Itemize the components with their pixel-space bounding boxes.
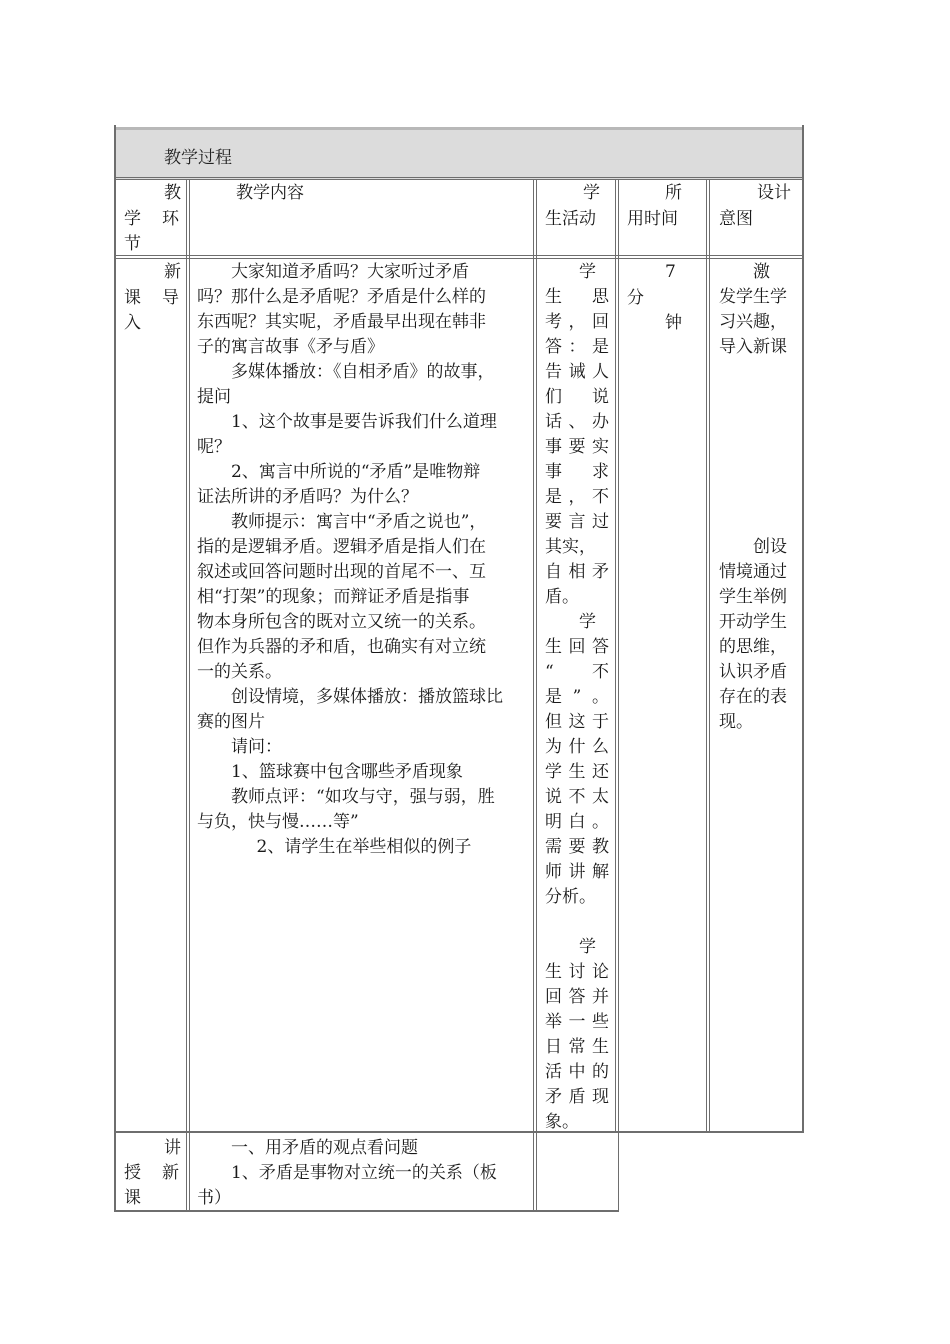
col3-line-a [615, 179, 616, 1131]
text-line: 现。 [719, 712, 753, 732]
header-time-1: 所 [665, 183, 682, 203]
header-bottom-line [114, 177, 804, 178]
col1-line-d [189, 1133, 190, 1210]
text-line: 回答并 [545, 987, 609, 1007]
header-stage-b2: 环 [162, 209, 179, 229]
text-line: 子的寓言故事《矛与盾》 [197, 337, 384, 357]
header-content: 教学内容 [236, 183, 304, 203]
text-line: 书） [197, 1188, 231, 1208]
text-line: 情境通过 [719, 562, 787, 582]
text-line: 发学生学 [719, 287, 787, 307]
col2-line-d [536, 1133, 537, 1210]
text-line: 考，回 [545, 312, 609, 332]
text-line: 矛盾现 [545, 1087, 609, 1107]
table-border-left [114, 125, 116, 1212]
text-line: 举一些 [545, 1012, 609, 1032]
text-line: 学 [579, 612, 596, 632]
text-line: 学 [579, 937, 596, 957]
text-line: 要言过 [545, 512, 609, 532]
text-line: 指的是逻辑矛盾。逻辑矛盾是指人们在 [197, 537, 486, 557]
text-line: 存在的表 [719, 687, 787, 707]
text-line: “ 不 [545, 662, 609, 682]
text-line: 导入新课 [719, 337, 787, 357]
text-line: 但作为兵器的矛和盾，也确实有对立统 [197, 637, 486, 657]
text-line: 相“打架”的现象；而辩证矛盾是指事 [197, 587, 470, 607]
text-line: 1、矛盾是事物对立统一的关系（板 [231, 1163, 497, 1183]
text-line: 其实， [545, 537, 596, 557]
text-line: 认识矛盾 [719, 662, 787, 682]
col2-line-b [536, 179, 537, 1131]
row1-stage-bottom: 入 [124, 313, 141, 333]
row1-top [116, 258, 802, 259]
row1-time-unit-1: 分 [627, 288, 644, 308]
text-line: 1、篮球赛中包含哪些矛盾现象 [231, 762, 463, 782]
text-line: 生 思 [545, 287, 609, 307]
text-line: 生回答 [545, 637, 609, 657]
row1-stage-right: 导 [162, 288, 179, 308]
row2-stage-right: 新 [162, 1163, 179, 1183]
text-line: 叙述或回答问题时出现的首尾不一、互 [197, 562, 486, 582]
text-line: 但这于 [545, 712, 609, 732]
header-intent-2: 意图 [719, 209, 753, 229]
text-line: 自相矛 [545, 562, 609, 582]
text-line: 教师点评：“如攻与守，强与弱，胜 [231, 787, 495, 807]
text-line: 1、这个故事是要告诉我们什么道理 [231, 412, 497, 432]
text-line [545, 910, 609, 935]
row2-stage-top: 讲 [164, 1138, 181, 1158]
row1-teaching-content [197, 260, 527, 860]
row1-design-intent-a [719, 260, 795, 360]
header-student-2: 生活动 [545, 209, 596, 229]
text-line: 是”。 [545, 687, 609, 707]
text-line: 请问： [231, 737, 282, 757]
text-line: 教师提示：寓言中“矛盾之说也”， [231, 512, 487, 532]
text-line: 是，不 [545, 487, 609, 507]
row1-time-unit-2: 钟 [665, 313, 682, 333]
text-line: 分析。 [545, 887, 596, 907]
col1-line-c [186, 1133, 187, 1210]
text-line: 创设情境，多媒体播放：播放篮球比 [231, 687, 503, 707]
header-intent-1: 设计 [757, 183, 791, 203]
text-line: 明白。 [545, 812, 609, 832]
text-line: 吗？那什么是矛盾呢？矛盾是什么样的 [197, 287, 486, 307]
text-line: 日常生 [545, 1037, 609, 1057]
text-line: 学 [579, 262, 596, 282]
col1-line-a [186, 179, 187, 1131]
text-line: 说不太 [545, 787, 609, 807]
row1-stage-left: 课 [124, 288, 141, 308]
col2-line-a [533, 179, 534, 1131]
row1-bottom [116, 1131, 804, 1133]
text-line: 呢？ [197, 437, 231, 457]
text-line: 创设 [753, 537, 787, 557]
text-line: 与负，快与慢……等” [197, 812, 359, 832]
header-stage-c: 节 [124, 234, 141, 254]
header-stage-a: 教 [164, 183, 181, 203]
text-line: 开动学生 [719, 612, 787, 632]
col1-line-b [189, 179, 190, 1131]
text-line: 象。 [545, 1112, 579, 1132]
text-line: 证法所讲的矛盾吗？为什么？ [197, 487, 418, 507]
row2-stage-bottom: 课 [124, 1188, 141, 1208]
row2-stage-left: 授 [124, 1163, 141, 1183]
text-line: 2、寓言中所说的“矛盾”是唯物辩 [231, 462, 481, 482]
text-line: 一的关系。 [197, 662, 282, 682]
text-line: 生讨论 [545, 962, 609, 982]
text-line: 大家知道矛盾吗？大家听过矛盾 [231, 262, 469, 282]
text-line: 激 [753, 262, 770, 282]
text-line: 需要教 [545, 837, 609, 857]
text-line: 为什么 [545, 737, 609, 757]
table-border-right [802, 125, 804, 1133]
text-line: 习兴趣， [719, 312, 787, 332]
text-line: 赛的图片 [197, 712, 265, 732]
text-line: 事 求 [545, 462, 609, 482]
text-line: 的思维， [719, 637, 787, 657]
header-stage-b1: 学 [124, 209, 141, 229]
text-line: 答：是 [545, 337, 609, 357]
header-time-2: 用时间 [627, 209, 678, 229]
text-line: 学生举例 [719, 587, 787, 607]
section-header-band [116, 127, 803, 180]
header-student-1: 学 [583, 183, 600, 203]
col4-line-b [709, 179, 710, 1131]
text-line: 们 说 [545, 387, 609, 407]
col4-line-a [706, 179, 707, 1131]
text-line: 一、用矛盾的观点看问题 [231, 1138, 418, 1158]
row2-teaching-content [197, 1136, 527, 1211]
text-line: 物本身所包含的既对立又统一的关系。 [197, 612, 486, 632]
text-line: 告诫人 [545, 362, 609, 382]
text-line: 2、请学生在举些相似的例子 [256, 837, 472, 857]
text-line: 多媒体播放：《自相矛盾》的故事， [231, 362, 495, 382]
row1-stage-top: 新 [164, 262, 181, 282]
row1-design-intent-b [719, 535, 795, 735]
col2-line-c [533, 1133, 534, 1210]
text-line: 学生还 [545, 762, 609, 782]
row1-student-activity [545, 260, 609, 1135]
text-line: 活中的 [545, 1062, 609, 1082]
col3-line-b [618, 179, 619, 1212]
text-line: 事要实 [545, 437, 609, 457]
text-line: 东西呢？其实呢，矛盾最早出现在韩非 [197, 312, 486, 332]
header-row-bottom [116, 255, 802, 256]
text-line: 盾。 [545, 587, 579, 607]
header-row-top [116, 179, 802, 180]
text-line: 提问 [197, 387, 231, 407]
text-line: 师讲解 [545, 862, 609, 882]
row1-time-value: 7 [665, 262, 676, 282]
text-line: 话、办 [545, 412, 609, 432]
section-title: 教学过程 [164, 148, 232, 168]
